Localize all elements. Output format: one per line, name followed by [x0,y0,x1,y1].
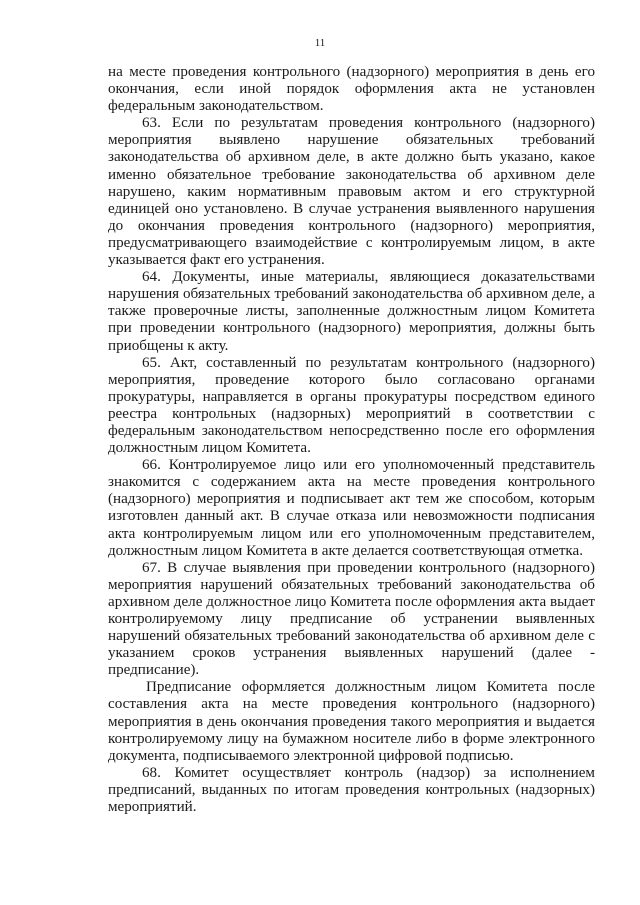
paragraph-67: 67. В случае выявления при проведении контрольного (надзорного) мероприятия нарушений обязательных требований законодательства об архивном деле должностное лицо Комитета после оформления акта выдает контролируемому лицу предписание об устранении выявленных нарушений обязательных требований законодательства об архивном деле с указанием сроков устранения выявленных нарушений (далее - предписание). [108,559,595,679]
page-number: 11 [314,37,326,49]
paragraph-68: 68. Комитет осуществляет контроль (надзор) за исполнением предписаний, выданных по итогам проведения контрольных (надзорных) мероприятий. [108,764,595,816]
paragraph-continuation: на месте проведения контрольного (надзорного) мероприятия в день его окончания, если иной порядок оформления акта не установлен федеральным законодательством. [108,64,595,115]
paragraph-63: 63. Если по результатам проведения контрольного (надзорного) мероприятия выявлено нарушение обязательных требований законодательства об архивном деле, в акте должно быть указано, какое именно обязательное требование законодательства об архивном деле нарушено, каким нормативным правовым актом и его структурной единицей оно установлено. В случае устранения выявленного нарушения до окончания проведения контрольного (надзорного) мероприятия, предусматривающего взаимодействие с контролируемым лицом, в акте указывается факт его устранения. [108,115,595,269]
paragraph-66: 66. Контролируемое лицо или его уполномоченный представитель знакомится с содержанием акта на месте проведения контрольного (надзорного) мероприятия и подписывает акт тем же способом, которым изготовлен данный акт. В случае отказа или невозможности подписания акта контролируемым лицом или его уполномоченным представителем, должностным лицом Комитета в акте делается соответствующая отметка. [108,457,595,559]
paragraph-67-order: Предписание оформляется должностным лицом Комитета после составления акта на месте проведения контрольного (надзорного) мероприятия в день окончания проведения такого мероприятия и выдается контролируемому лицу на бумажном носителе либо в форме электронного документа, подписываемого электронной цифровой подписью. [108,679,595,764]
paragraph-64: 64. Документы, иные материалы, являющиеся доказательствами нарушения обязательных требований законодательства об архивном деле, а также проверочные листы, заполненные должностным лицом Комитета при проведении контрольного (надзорного) мероприятия, должны быть приобщены к акту. [108,269,595,354]
document-body [108,64,595,816]
paragraph-65: 65. Акт, составленный по результатам контрольного (надзорного) мероприятия, проведение которого было согласовано органами прокуратуры, направляется в органы прокуратуры посредством единого реестра контрольных (надзорных) мероприятий в соответствии с федеральным законодательством непосредственно после его оформления должностным лицом Комитета. [108,354,595,457]
